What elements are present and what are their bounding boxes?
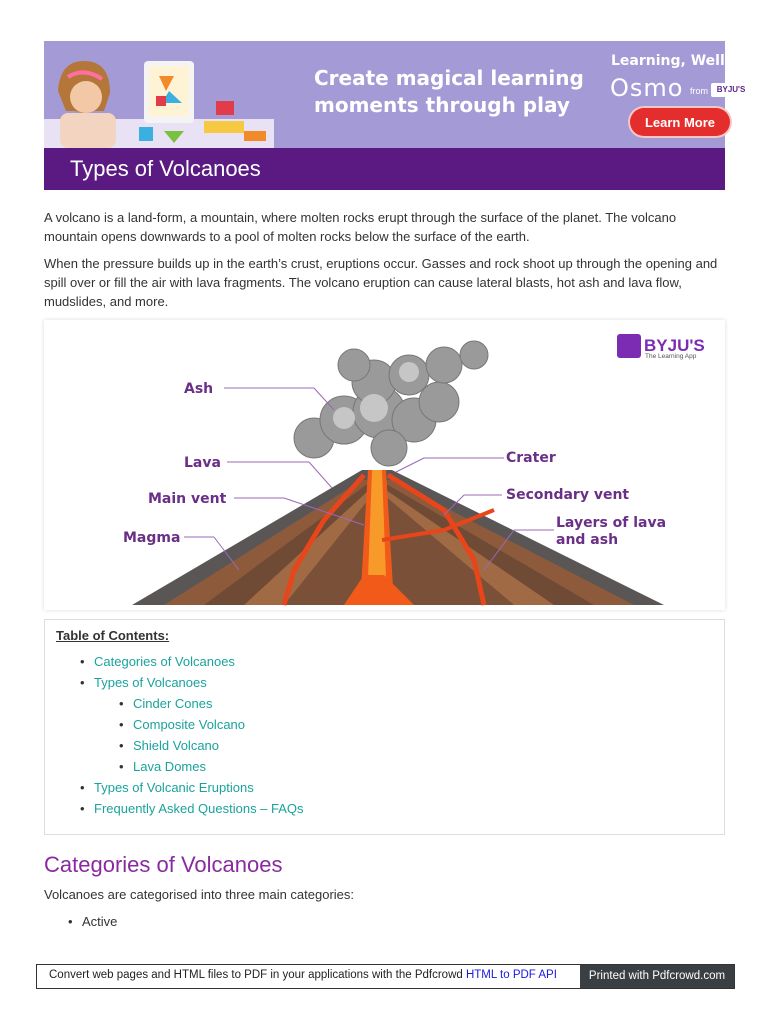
intro-paragraph-1: A volcano is a land-form, a mountain, where molten rocks erupt through the surface of the planet. The volcano mountain opens downwards to a pool of molten rocks below the surface of the earth. bbox=[44, 210, 677, 244]
toc-item-faqs[interactable] bbox=[94, 801, 304, 816]
list-item: • Active bbox=[82, 914, 117, 929]
volcano-illustration bbox=[44, 320, 725, 610]
footer-text bbox=[49, 969, 557, 981]
ad-banner[interactable] bbox=[44, 41, 782, 148]
banner-headline-line2: moments through play bbox=[314, 93, 570, 117]
toc-link[interactable]: Types of Volcanoes bbox=[94, 675, 207, 690]
label-main-vent: Main vent bbox=[148, 491, 227, 507]
toc-item-composite[interactable] bbox=[133, 717, 245, 732]
toc-item-shield[interactable] bbox=[133, 738, 219, 753]
page-title-bar bbox=[44, 148, 725, 190]
toc-link[interactable]: Shield Volcano bbox=[133, 738, 220, 753]
toc-link[interactable]: Composite Volcano bbox=[133, 717, 246, 732]
label-crater: Crater bbox=[506, 450, 556, 466]
toc-item-cinder-cones[interactable] bbox=[133, 696, 213, 711]
toc-link[interactable]: Lava Domes bbox=[133, 759, 206, 774]
label-ash: Ash bbox=[184, 381, 214, 397]
html-to-pdf-link[interactable]: HTML to PDF API bbox=[465, 969, 557, 981]
byjus-logo-subtext: The Learning App bbox=[645, 353, 697, 360]
footer-message: Convert web pages and HTML files to PDF in your applications with the Pdfcrowd bbox=[49, 969, 466, 981]
toc-item-eruptions[interactable] bbox=[94, 780, 254, 795]
label-layers-line1: Layers of lava bbox=[556, 515, 667, 531]
pdfcrowd-footer bbox=[36, 964, 735, 989]
toc-link[interactable]: Cinder Cones bbox=[133, 696, 213, 711]
toc-title: Table of Contents: bbox=[56, 628, 170, 643]
pdfcrowd-badge[interactable]: Printed with Pdfcrowd.com bbox=[580, 965, 734, 988]
kids-playing-illustration bbox=[44, 41, 274, 148]
table-of-contents bbox=[44, 619, 725, 835]
osmo-logo: Osmo bbox=[610, 74, 684, 102]
label-secondary-vent: Secondary vent bbox=[506, 487, 630, 503]
from-text: from bbox=[690, 86, 708, 96]
label-layers-line2: and ash bbox=[556, 532, 619, 548]
toc-item-lava-domes[interactable] bbox=[133, 759, 206, 774]
label-lava: Lava bbox=[184, 455, 221, 471]
section-heading: Categories of Volcanoes bbox=[44, 852, 283, 877]
toc-link[interactable]: Types of Volcanic Eruptions bbox=[94, 780, 254, 795]
byjus-logo-text: BYJU'S bbox=[644, 336, 705, 355]
intro-paragraph-2: When the pressure builds up in the earth’s crust, eruptions occur. Gasses and rock shoot up through the opening and spill over or fill the air with lava fragments. The volcano eruption can cause lateral blasts, hot ash and lava flow, mudslides, and more. bbox=[44, 256, 718, 309]
section-text: Volcanoes are categorised into three main categories: bbox=[44, 887, 355, 902]
toc-item-categories[interactable] bbox=[94, 654, 235, 669]
page-title: Types of Volcanoes bbox=[70, 156, 261, 181]
byjus-logo-icon bbox=[617, 334, 641, 358]
byjus-logo: BYJU'S bbox=[711, 83, 751, 97]
banner-tagline: Learning, Well Played bbox=[611, 53, 782, 69]
toc-link[interactable]: Categories of Volcanoes bbox=[94, 654, 235, 669]
banner-headline-line1: Create magical learning bbox=[314, 66, 584, 90]
banner-headline bbox=[314, 65, 584, 119]
toc-link[interactable]: Frequently Asked Questions – FAQs bbox=[94, 801, 304, 816]
toc-item-types[interactable] bbox=[94, 675, 207, 690]
label-magma: Magma bbox=[123, 530, 181, 546]
volcano-diagram bbox=[44, 320, 725, 610]
learn-more-button[interactable]: Learn More bbox=[630, 108, 730, 136]
